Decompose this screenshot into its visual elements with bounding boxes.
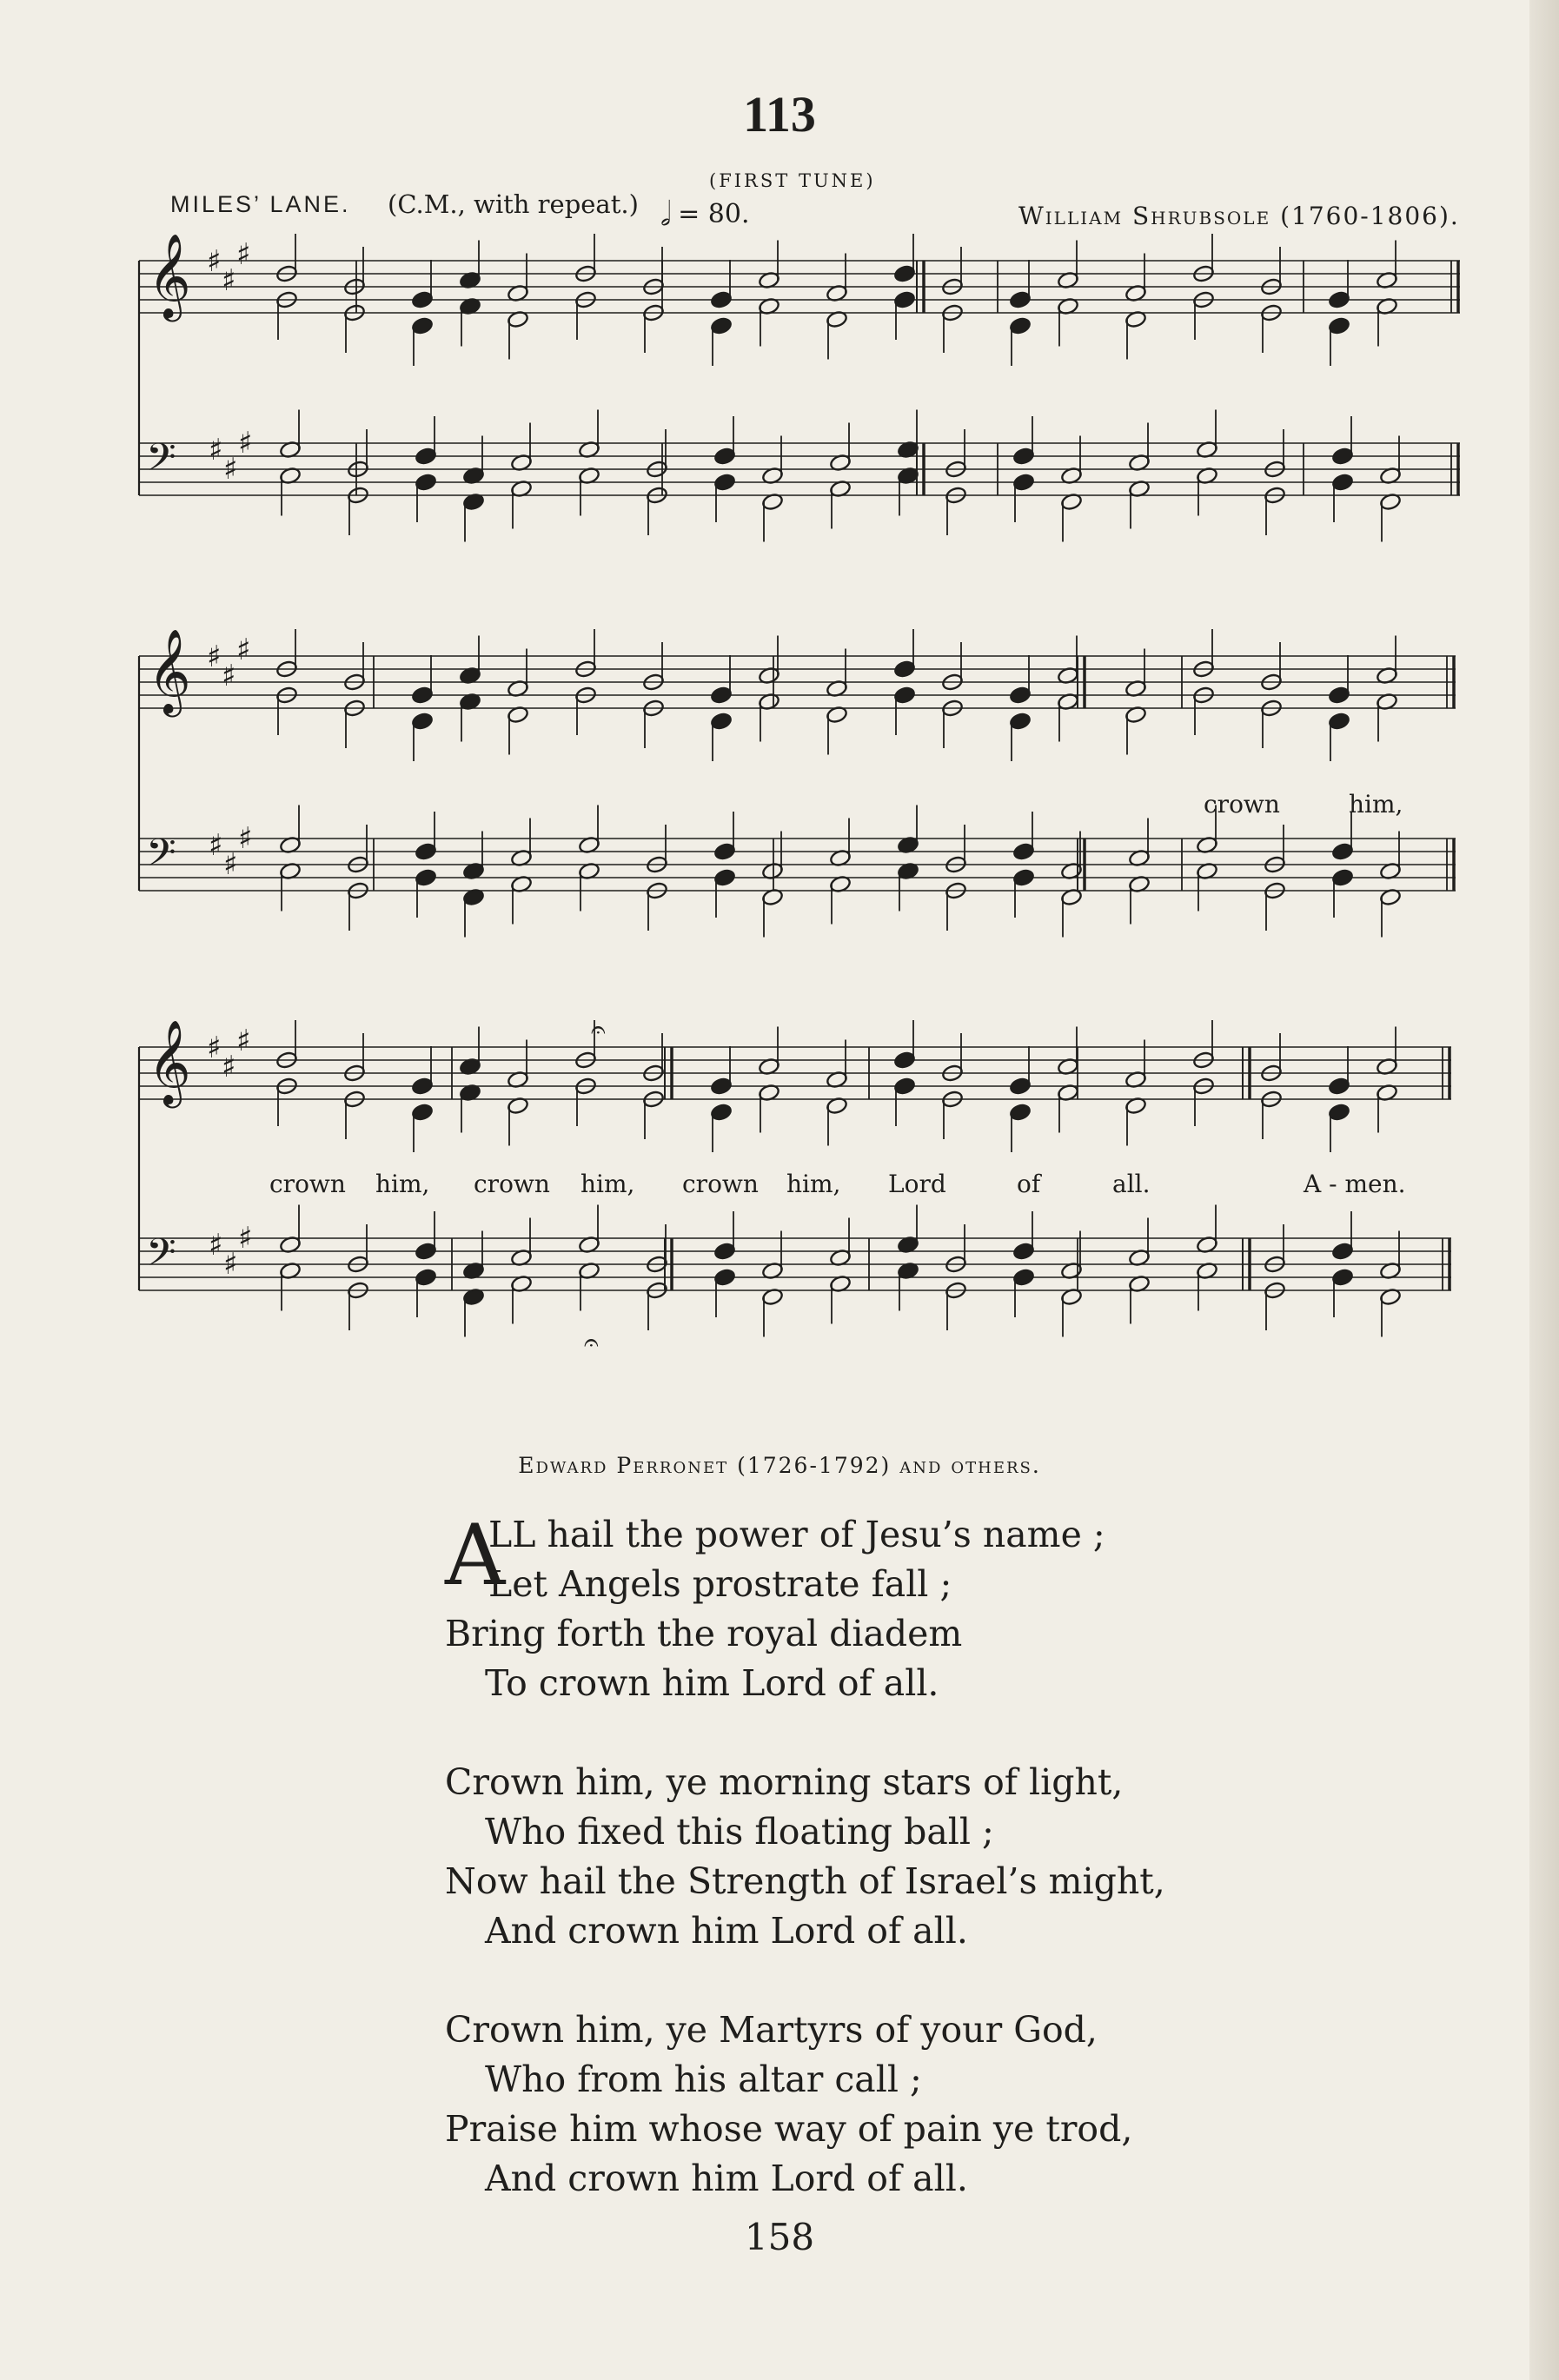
quarter-note	[710, 1103, 733, 1122]
verse-line: And crown him Lord of all.	[485, 1910, 968, 1952]
quarter-note	[893, 290, 916, 309]
stanza	[445, 1507, 1165, 1708]
quarter-note	[411, 712, 434, 731]
quarter-note	[1012, 842, 1035, 861]
quarter-note	[1009, 316, 1032, 335]
hymn-verses	[445, 1507, 1165, 2253]
sharp-icon: ♯	[209, 828, 223, 863]
quarter-note	[1331, 842, 1354, 861]
quarter-note	[415, 473, 437, 492]
quarter-note	[411, 1077, 434, 1096]
lyric-word: him,	[375, 1170, 430, 1198]
quarter-note	[415, 447, 437, 466]
verse-line: Praise him whose way of pain ye trod,	[445, 2108, 1133, 2150]
bass-clef-icon: 𝄢	[146, 1230, 176, 1284]
sharp-icon: ♯	[223, 452, 238, 487]
quarter-note	[1328, 1077, 1350, 1096]
verse-line: Let Angels prostrate fall ;	[488, 1563, 952, 1605]
sharp-icon: ♯	[222, 1050, 236, 1084]
tempo-value: = 80.	[678, 199, 750, 229]
lyric-word: crown	[269, 1170, 346, 1198]
quarter-note	[893, 686, 916, 705]
verse-line: And crown him Lord of all.	[485, 2158, 968, 2199]
treble-clef-icon: 𝄞	[148, 233, 191, 318]
quarter-note	[713, 1242, 736, 1261]
quarter-note	[1328, 290, 1350, 309]
tempo-label: (FIRST TUNE)	[709, 170, 876, 191]
verse-line: Who from his altar call ;	[485, 2058, 922, 2100]
quarter-note	[710, 290, 733, 309]
quarter-note	[1012, 1268, 1035, 1287]
quarter-note	[1331, 1242, 1354, 1261]
quarter-note	[713, 842, 736, 861]
lyric-word: him,	[786, 1170, 841, 1198]
quarter-note	[411, 316, 434, 335]
quarter-note	[1009, 1103, 1032, 1122]
stanza	[445, 2005, 1165, 2204]
verse-line: Crown him, ye Martyrs of your God,	[445, 2009, 1098, 2051]
sharp-icon: ♯	[207, 1031, 222, 1065]
fermata-icon: 𝄐	[584, 1328, 599, 1358]
verse-line: Crown him, ye morning stars of light,	[445, 1761, 1124, 1803]
lyric-word: crown	[682, 1170, 759, 1198]
quarter-note	[415, 868, 437, 887]
lyric-word: all.	[1112, 1170, 1151, 1198]
bass-clef-icon: 𝄢	[146, 434, 176, 489]
quarter-note	[411, 1103, 434, 1122]
quarter-note	[1328, 686, 1350, 705]
quarter-note	[1328, 316, 1350, 335]
verse-line: To crown him Lord of all.	[485, 1662, 939, 1704]
treble-clef-icon: 𝄞	[148, 1019, 191, 1104]
sharp-icon: ♯	[236, 237, 251, 272]
quarter-note	[415, 1242, 437, 1261]
verse-line: Now hail the Strength of Israel’s might,	[445, 1860, 1165, 1902]
quarter-note	[1328, 712, 1350, 731]
quarter-note	[411, 290, 434, 309]
tune-name: MILES’ LANE.	[170, 191, 351, 217]
sharp-icon: ♯	[222, 263, 236, 298]
quarter-note	[1331, 868, 1354, 887]
quarter-note	[1331, 1268, 1354, 1287]
verse-line: Who fixed this floating ball ;	[485, 1811, 994, 1853]
quarter-note	[893, 1051, 916, 1070]
composer: William Shrubsole (1760-1806).	[1018, 202, 1460, 230]
drop-cap: A	[445, 1507, 506, 1604]
quarter-note	[415, 1268, 437, 1287]
sharp-icon: ♯	[207, 640, 222, 674]
sharp-icon: ♯	[236, 1024, 251, 1058]
quarter-note	[713, 447, 736, 466]
page-number: 158	[744, 2216, 815, 2258]
quarter-note	[1009, 1077, 1032, 1096]
quarter-note	[1331, 473, 1354, 492]
lyric-word: Lord	[888, 1170, 946, 1198]
quarter-note	[713, 868, 736, 887]
quarter-note	[1009, 686, 1032, 705]
verse-line: LL hail the power of Jesu’s name ;	[488, 1514, 1105, 1555]
sharp-icon: ♯	[223, 1247, 238, 1282]
verse-line: Bring forth the royal diadem	[445, 1613, 963, 1654]
quarter-note	[1009, 712, 1032, 731]
quarter-note	[893, 1077, 916, 1096]
quarter-note	[710, 1077, 733, 1096]
fermata-icon: 𝄐	[591, 1015, 606, 1045]
quarter-note	[710, 686, 733, 705]
lyric-word: of	[1017, 1170, 1041, 1198]
quarter-note	[411, 686, 434, 705]
quarter-note	[1012, 1242, 1035, 1261]
quarter-note	[1331, 447, 1354, 466]
lyric-word: crown	[1204, 790, 1280, 819]
quarter-note	[1012, 868, 1035, 887]
quarter-note	[710, 316, 733, 335]
tune-meter: (C.M., with repeat.)	[388, 189, 639, 219]
sharp-icon: ♯	[238, 426, 253, 461]
lyric-word: crown	[474, 1170, 550, 1198]
text-author: Edward Perronet (1726-1792) and others.	[518, 1453, 1041, 1478]
treble-clef-icon: 𝄞	[148, 628, 191, 713]
sharp-icon: ♯	[222, 659, 236, 693]
half-note-icon: 𝅗𝅥	[660, 195, 672, 233]
sharp-icon: ♯	[209, 433, 223, 467]
quarter-note	[1009, 290, 1032, 309]
quarter-note	[415, 842, 437, 861]
quarter-note	[713, 1268, 736, 1287]
bass-clef-icon: 𝄢	[146, 830, 176, 885]
hymn-number: 113	[743, 86, 816, 143]
sharp-icon: ♯	[209, 1228, 223, 1263]
quarter-note	[710, 712, 733, 731]
quarter-note	[1012, 447, 1035, 466]
sharp-icon: ♯	[238, 1221, 253, 1256]
quarter-note	[1012, 473, 1035, 492]
sharp-icon: ♯	[238, 821, 253, 856]
lyric-word: A - men.	[1304, 1170, 1406, 1198]
quarter-note	[893, 660, 916, 679]
lyric-word: him,	[580, 1170, 635, 1198]
quarter-note	[713, 473, 736, 492]
sharp-icon: ♯	[207, 244, 222, 279]
sharp-icon: ♯	[236, 633, 251, 667]
lyric-word: him,	[1349, 790, 1403, 819]
sharp-icon: ♯	[223, 847, 238, 882]
stanza	[445, 1758, 1165, 1956]
quarter-note	[1328, 1103, 1350, 1122]
quarter-note	[893, 264, 916, 283]
